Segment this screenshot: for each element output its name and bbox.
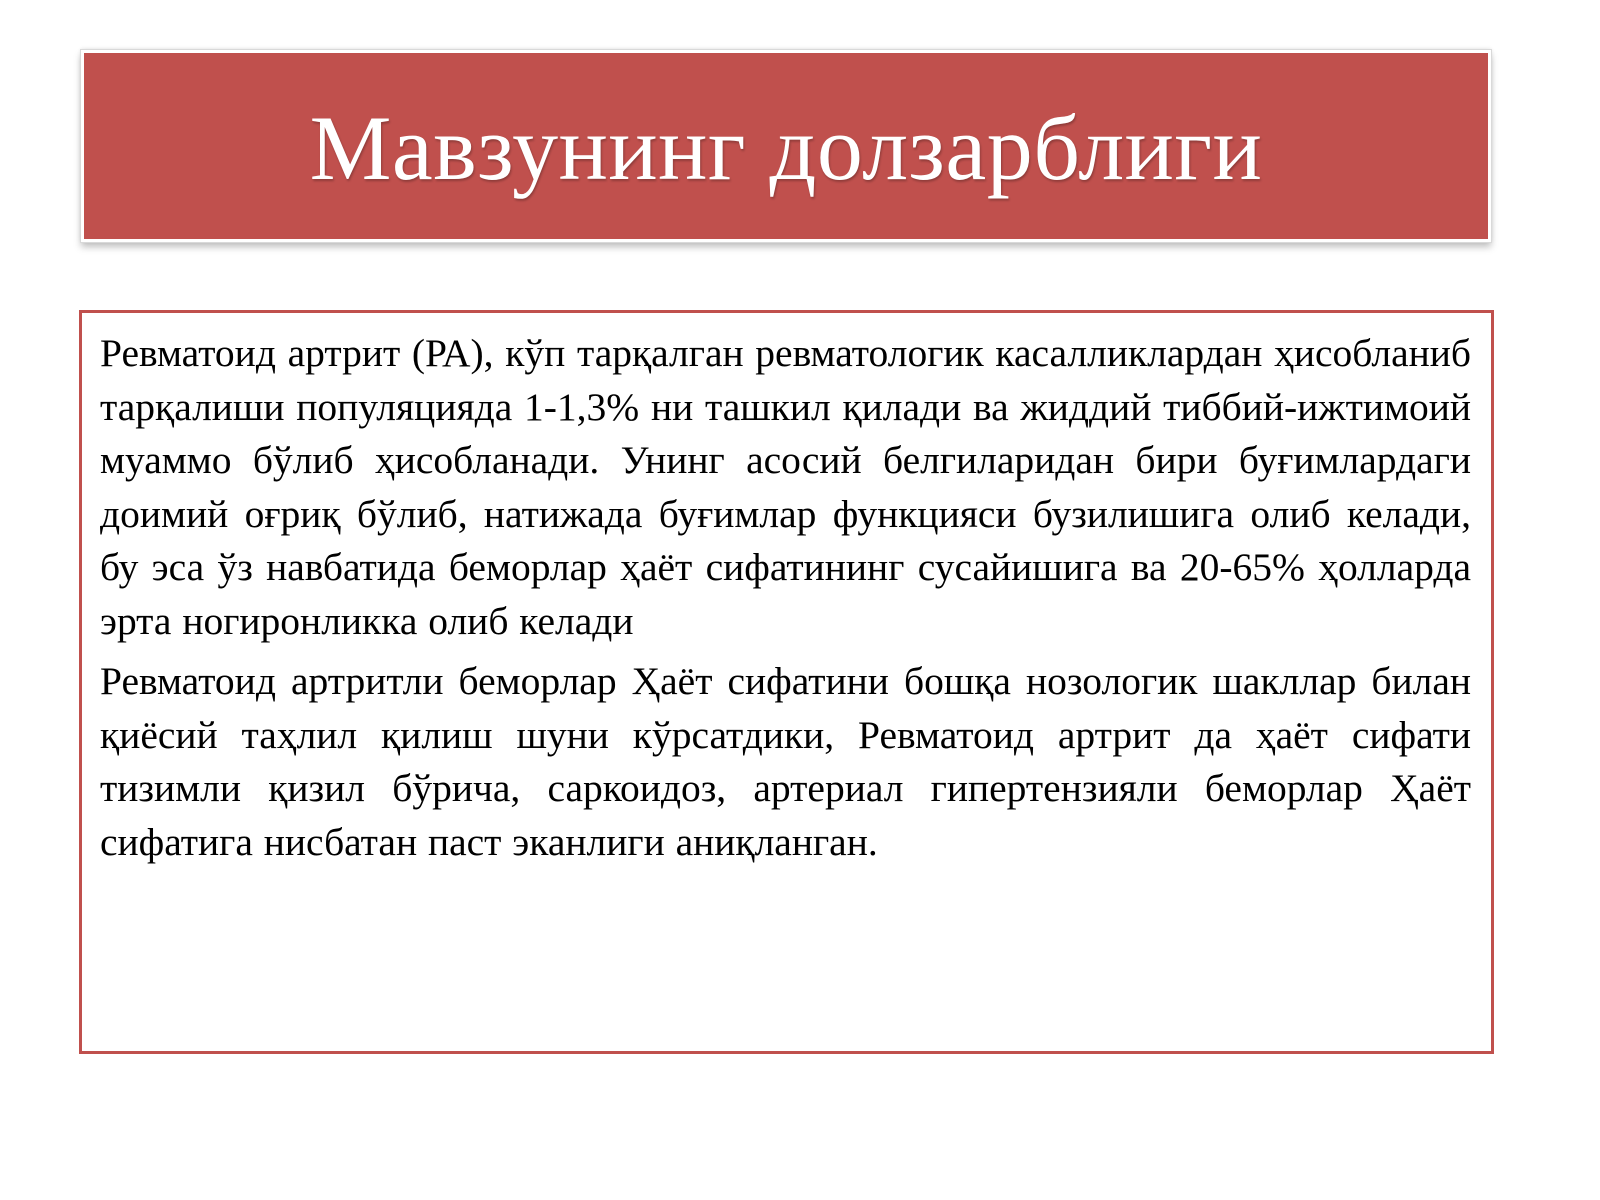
slide-title: Мавзунинг долзарблиги	[309, 97, 1263, 199]
content-box	[79, 310, 1494, 1054]
paragraph-quality-of-life: Ревматоид артритли беморлар Ҳаёт сифатини бошқа нозологик шакллар билан қиёсий таҳлил қилиш шуни кўрсатдики, Ревматоид артрит да ҳаёт сифати тизимли қизил бўрича, саркоидоз, артериал гипертензияли беморлар Ҳаёт сифатига нисбатан паст эканлиги аниқланган.	[100, 659, 1471, 864]
paragraph-relevance: Ревматоид артрит (РА), кўп тарқалган ревматологик касалликлардан ҳисобланиб тарқалиши популяцияда 1-1,3% ни ташкил қилади ва жиддий тиббий-ижтимоий муаммо бўлиб ҳисобланади. Унинг асосий белгиларидан бири буғимлардаги доимий оғриқ бўлиб, натижада буғимлар функцияси бузилишига олиб келади, бу эса ўз навбатида беморлар ҳаёт сифатининг сусайишига ва 20-65% ҳолларда эрта ногиронликка олиб келади	[100, 331, 1471, 643]
title-banner	[81, 50, 1491, 242]
